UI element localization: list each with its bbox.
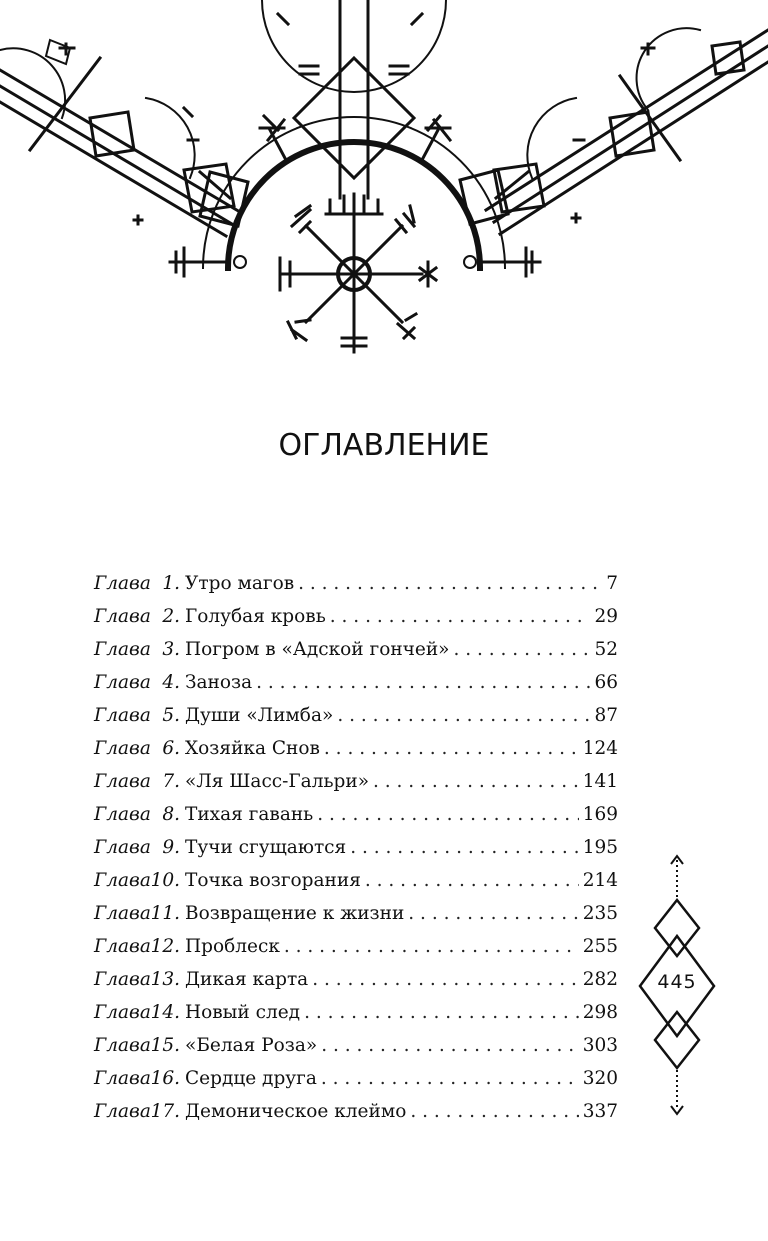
chapter-label: Глава	[94, 1035, 151, 1056]
chapter-title: Дикая карта	[185, 969, 309, 990]
toc-entry	[94, 930, 618, 963]
chapter-title: Тихая гавань	[185, 804, 314, 825]
chapter-page-number: 235	[582, 903, 618, 924]
toc-entry	[94, 1095, 618, 1128]
chapter-number: 13.	[150, 969, 180, 990]
page-title: ОГЛАВЛЕНИЕ	[278, 428, 490, 463]
chapter-label: Глава	[94, 969, 151, 990]
chapter-page-number: 169	[582, 804, 618, 825]
chapter-title: Голубая кровь	[185, 606, 326, 627]
chapter-number: 14.	[150, 1002, 180, 1023]
toc-entry	[94, 1062, 618, 1095]
chapter-title: Точка возгорания	[185, 870, 361, 891]
dot-leader	[321, 1062, 579, 1095]
chapter-title: Сердце друга	[185, 1068, 317, 1089]
chapter-title: «Ля Шасс-Гальри»	[185, 771, 370, 792]
chapter-title: Проблеск	[185, 936, 280, 957]
chapter-page-number: 320	[582, 1068, 618, 1089]
chapter-title: Хозяйка Снов	[185, 738, 320, 759]
chapter-number: 4.	[162, 672, 180, 693]
chapter-title: «Белая Роза»	[185, 1035, 318, 1056]
chapter-number: 9.	[162, 837, 180, 858]
chapter-number: 2.	[162, 606, 180, 627]
page-number: 445	[657, 971, 697, 993]
chapter-page-number: 214	[582, 870, 618, 891]
chapter-page-number: 255	[582, 936, 618, 957]
chapter-page-number: 298	[582, 1002, 618, 1023]
dot-leader	[312, 963, 578, 996]
table-of-contents	[94, 567, 618, 1128]
chapter-number: 6.	[162, 738, 180, 759]
dot-leader	[454, 633, 591, 666]
toc-entry	[94, 699, 618, 732]
chapter-label: Глава	[94, 771, 151, 792]
chapter-title: Тучи сгущаются	[185, 837, 347, 858]
chapter-label: Глава	[94, 738, 151, 759]
chapter-number: 12.	[150, 936, 180, 957]
dot-leader	[365, 864, 579, 897]
chapter-page-number: 66	[594, 672, 618, 693]
chapter-label: Глава	[94, 606, 151, 627]
toc-entry	[94, 831, 618, 864]
chapter-number: 8.	[162, 804, 180, 825]
dot-leader	[330, 600, 591, 633]
chapter-title: Утро магов	[185, 573, 295, 594]
chapter-page-number: 29	[594, 606, 618, 627]
chapter-label: Глава	[94, 1068, 151, 1089]
dot-leader	[298, 567, 602, 600]
chapter-page-number: 7	[606, 573, 618, 594]
chapter-label: Глава	[94, 1101, 151, 1122]
chapter-number: 15.	[150, 1035, 180, 1056]
dot-leader	[321, 1029, 578, 1062]
toc-entry	[94, 633, 618, 666]
chapter-page-number: 141	[582, 771, 618, 792]
dot-leader	[304, 996, 579, 1029]
chapter-label: Глава	[94, 1002, 151, 1023]
chapter-title: Заноза	[185, 672, 253, 693]
chapter-page-number: 195	[582, 837, 618, 858]
toc-entry	[94, 963, 618, 996]
chapter-title: Возвращение к жизни	[185, 903, 405, 924]
chapter-title: Души «Лимба»	[185, 705, 334, 726]
chapter-number: 16.	[150, 1068, 180, 1089]
toc-entry	[94, 732, 618, 765]
chapter-page-number: 282	[582, 969, 618, 990]
chapter-number: 7.	[162, 771, 180, 792]
chapter-label: Глава	[94, 870, 151, 891]
toc-entry	[94, 897, 618, 930]
chapter-number: 17.	[150, 1101, 180, 1122]
dot-leader	[337, 699, 590, 732]
toc-entry	[94, 666, 618, 699]
chapter-page-number: 303	[582, 1035, 618, 1056]
dot-leader	[373, 765, 579, 798]
chapter-title: Погром в «Адской гончей»	[185, 639, 450, 660]
chapter-title: Новый след	[185, 1002, 301, 1023]
toc-entry	[94, 567, 618, 600]
toc-entry	[94, 600, 618, 633]
toc-entry	[94, 864, 618, 897]
toc-entry	[94, 1029, 618, 1062]
toc-entry	[94, 765, 618, 798]
chapter-number: 11.	[150, 903, 180, 924]
dot-leader	[324, 732, 579, 765]
chapter-label: Глава	[94, 936, 151, 957]
toc-entry	[94, 798, 618, 831]
chapter-label: Глава	[94, 837, 151, 858]
chapter-label: Глава	[94, 672, 151, 693]
chapter-page-number: 52	[594, 639, 618, 660]
chapter-number: 1.	[162, 573, 180, 594]
toc-entry	[94, 996, 618, 1029]
dot-leader	[350, 831, 578, 864]
chapter-label: Глава	[94, 804, 151, 825]
vegvisir-rune-ornament-icon	[0, 0, 768, 360]
dot-leader	[410, 1095, 578, 1128]
dot-leader	[408, 897, 578, 930]
dot-leader	[317, 798, 578, 831]
chapter-label: Глава	[94, 903, 151, 924]
dot-leader	[284, 930, 579, 963]
chapter-page-number: 87	[594, 705, 618, 726]
chapter-number: 3.	[162, 639, 180, 660]
chapter-number: 5.	[162, 705, 180, 726]
chapter-page-number: 337	[582, 1101, 618, 1122]
chapter-label: Глава	[94, 573, 151, 594]
chapter-title: Демоническое клеймо	[185, 1101, 407, 1122]
chapter-page-number: 124	[582, 738, 618, 759]
chapter-label: Глава	[94, 705, 151, 726]
chapter-label: Глава	[94, 639, 151, 660]
chapter-number: 10.	[150, 870, 180, 891]
dot-leader	[256, 666, 590, 699]
